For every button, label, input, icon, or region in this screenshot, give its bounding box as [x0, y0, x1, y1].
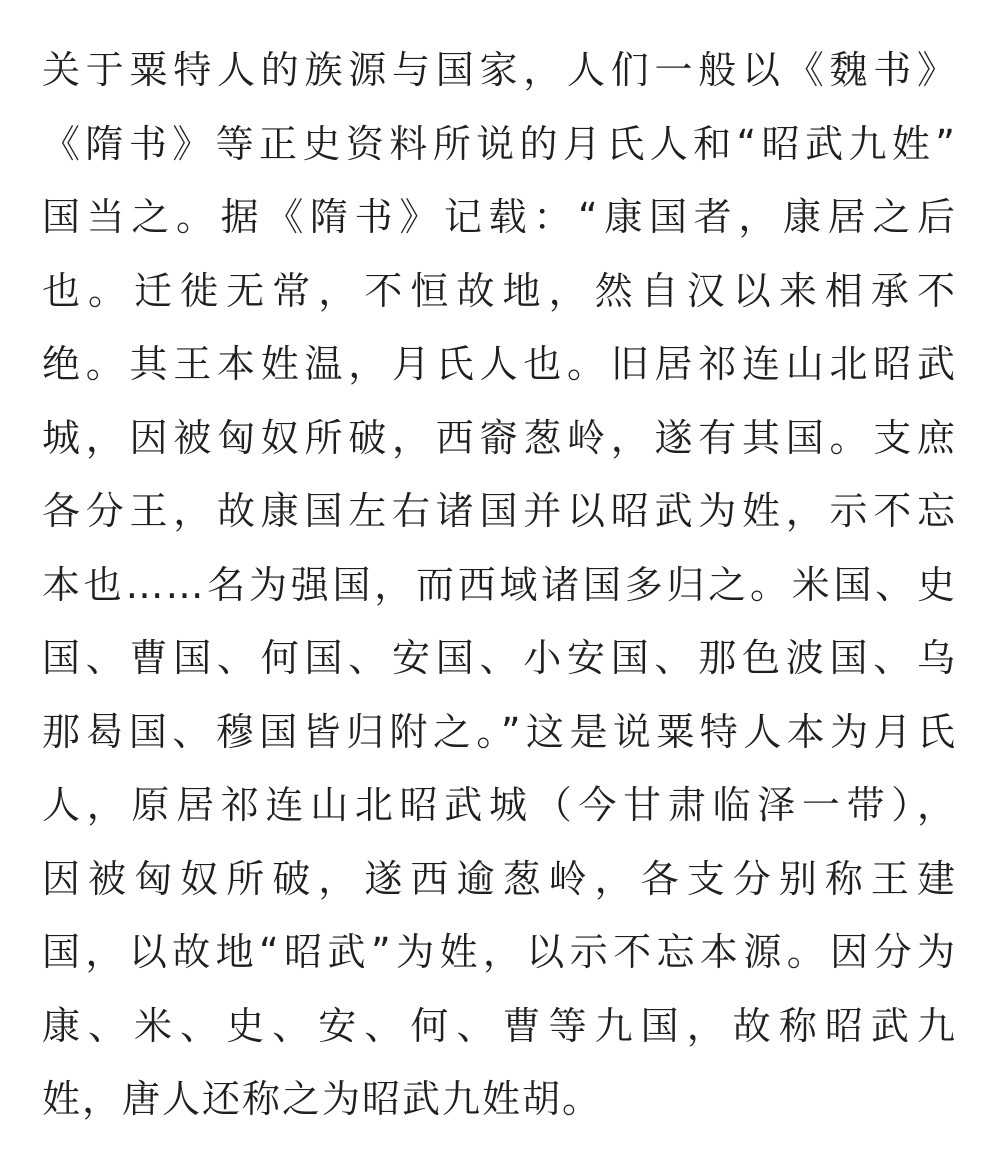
paragraph-line-11: 人，原居祁连山北昭武城（今甘肃临泽一带）， — [42, 783, 957, 827]
article-paragraph — [42, 34, 957, 1137]
paragraph-line-13: 国，以故地“昭武”为姓，以示不忘本源。因分为 — [42, 930, 957, 974]
paragraph-line-3: 国当之。据《隋书》记载：“康国者，康居之后 — [42, 195, 957, 239]
paragraph-line-7: 各分王，故康国左右诸国并以昭武为姓，示不忘 — [42, 489, 957, 533]
paragraph-line-10: 那曷国、穆国皆归附之。”这是说粟特人本为月氏 — [42, 709, 957, 754]
paragraph-line-9: 国、曹国、何国、安国、小安国、那色波国、乌 — [42, 636, 957, 680]
paragraph-line-15: 姓，唐人还称之为昭武九姓胡。 — [42, 1077, 603, 1121]
paragraph-line-8: 本也……名为强国，而西域诸国多归之。米国、史 — [42, 562, 957, 607]
paragraph-line-1: 关于粟特人的族源与国家，人们一般以《魏书》 — [42, 48, 957, 92]
paragraph-line-5: 绝。其王本姓温，月氏人也。旧居祁连山北昭武 — [42, 342, 957, 386]
paragraph-line-2: 《隋书》等正史资料所说的月氏人和“昭武九姓” — [42, 121, 957, 166]
paragraph-line-12: 因被匈奴所破，遂西逾葱岭，各支分别称王建 — [42, 856, 957, 901]
paragraph-line-14: 康、米、史、安、何、曹等九国，故称昭武九 — [42, 1003, 957, 1048]
paragraph-line-6: 城，因被匈奴所破，西窬葱岭，遂有其国。支庶 — [42, 415, 957, 460]
paragraph-line-4: 也。迁徙无常，不恒故地，然自汉以来相承不 — [42, 268, 957, 313]
